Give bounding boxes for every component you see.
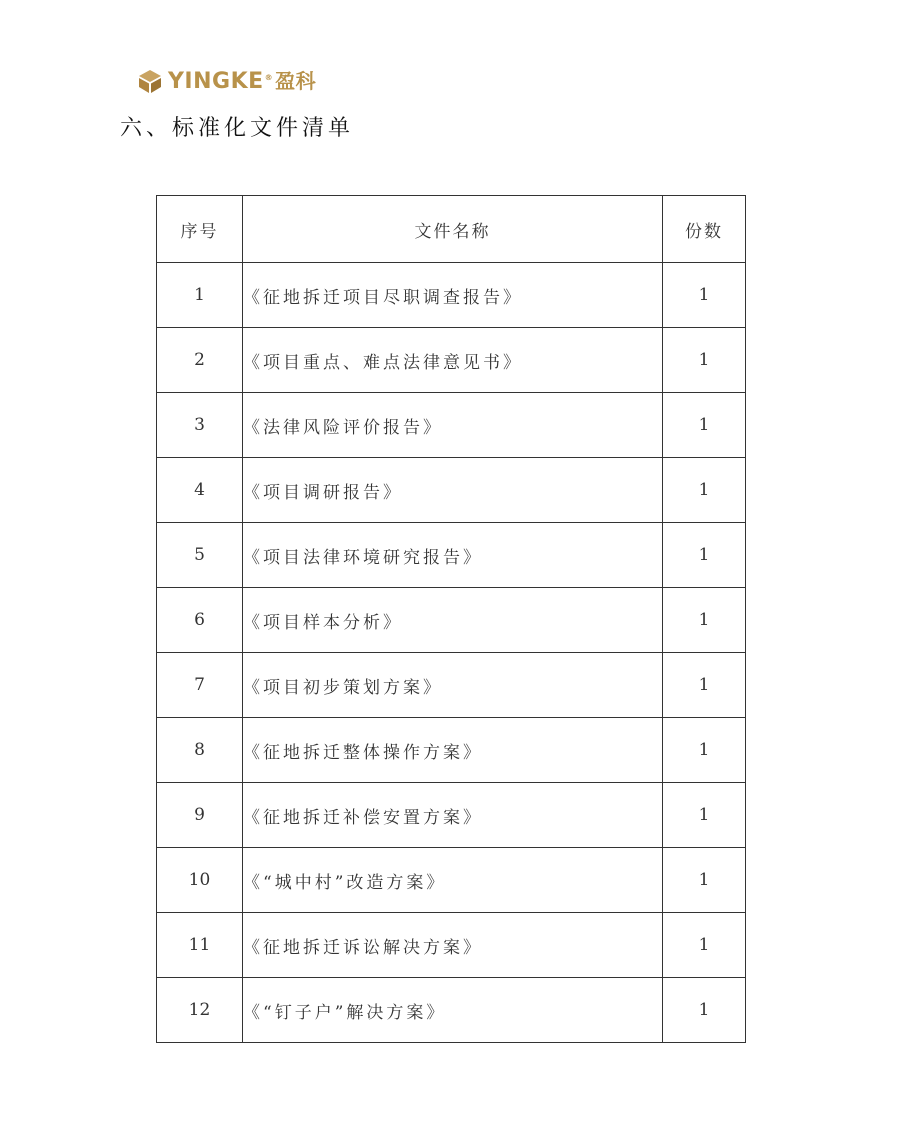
cell-document-name: 《“钉子户”解决方案》 bbox=[243, 978, 663, 1043]
logo-brand-cn: 盈科 bbox=[275, 68, 317, 93]
table-row bbox=[157, 588, 746, 653]
cell-number: 5 bbox=[157, 523, 243, 588]
cell-number: 4 bbox=[157, 458, 243, 523]
table-row bbox=[157, 783, 746, 848]
cell-number: 3 bbox=[157, 393, 243, 458]
cell-document-name: 《项目法律环境研究报告》 bbox=[243, 523, 663, 588]
table-row bbox=[157, 328, 746, 393]
logo-registered-mark: ® bbox=[264, 72, 274, 82]
table-row bbox=[157, 848, 746, 913]
table-row bbox=[157, 718, 746, 783]
yingke-logo-icon bbox=[137, 68, 163, 94]
cell-number: 9 bbox=[157, 783, 243, 848]
cell-copies: 1 bbox=[663, 783, 746, 848]
cell-copies: 1 bbox=[663, 653, 746, 718]
table-row bbox=[157, 263, 746, 328]
logo-brand-en: YINGKE bbox=[168, 68, 264, 94]
document-list-table bbox=[156, 195, 746, 1043]
logo-text bbox=[168, 68, 316, 95]
header-document-name: 文件名称 bbox=[243, 196, 663, 263]
cell-number: 8 bbox=[157, 718, 243, 783]
table-row bbox=[157, 913, 746, 978]
cell-document-name: 《征地拆迁补偿安置方案》 bbox=[243, 783, 663, 848]
table-row bbox=[157, 653, 746, 718]
cell-document-name: 《项目调研报告》 bbox=[243, 458, 663, 523]
cell-copies: 1 bbox=[663, 588, 746, 653]
cell-copies: 1 bbox=[663, 263, 746, 328]
cell-copies: 1 bbox=[663, 393, 746, 458]
section-title: 六、标准化文件清单 bbox=[120, 116, 355, 141]
cell-copies: 1 bbox=[663, 978, 746, 1043]
table-row bbox=[157, 393, 746, 458]
table-row bbox=[157, 458, 746, 523]
cell-copies: 1 bbox=[663, 848, 746, 913]
cell-copies: 1 bbox=[663, 458, 746, 523]
cell-number: 7 bbox=[157, 653, 243, 718]
header-copies: 份数 bbox=[663, 196, 746, 263]
brand-logo bbox=[137, 66, 316, 96]
table-row bbox=[157, 978, 746, 1043]
cell-number: 2 bbox=[157, 328, 243, 393]
cell-document-name: 《项目样本分析》 bbox=[243, 588, 663, 653]
cell-document-name: 《“城中村”改造方案》 bbox=[243, 848, 663, 913]
cell-number: 1 bbox=[157, 263, 243, 328]
table-row bbox=[157, 523, 746, 588]
cell-number: 10 bbox=[157, 848, 243, 913]
cell-document-name: 《征地拆迁诉讼解决方案》 bbox=[243, 913, 663, 978]
cell-copies: 1 bbox=[663, 913, 746, 978]
cell-document-name: 《项目重点、难点法律意见书》 bbox=[243, 328, 663, 393]
cell-document-name: 《法律风险评价报告》 bbox=[243, 393, 663, 458]
table-header-row bbox=[157, 196, 746, 263]
header-number: 序号 bbox=[157, 196, 243, 263]
cell-number: 12 bbox=[157, 978, 243, 1043]
cell-copies: 1 bbox=[663, 328, 746, 393]
cell-document-name: 《征地拆迁项目尽职调查报告》 bbox=[243, 263, 663, 328]
cell-number: 11 bbox=[157, 913, 243, 978]
cell-document-name: 《征地拆迁整体操作方案》 bbox=[243, 718, 663, 783]
cell-copies: 1 bbox=[663, 523, 746, 588]
cell-number: 6 bbox=[157, 588, 243, 653]
cell-copies: 1 bbox=[663, 718, 746, 783]
cell-document-name: 《项目初步策划方案》 bbox=[243, 653, 663, 718]
